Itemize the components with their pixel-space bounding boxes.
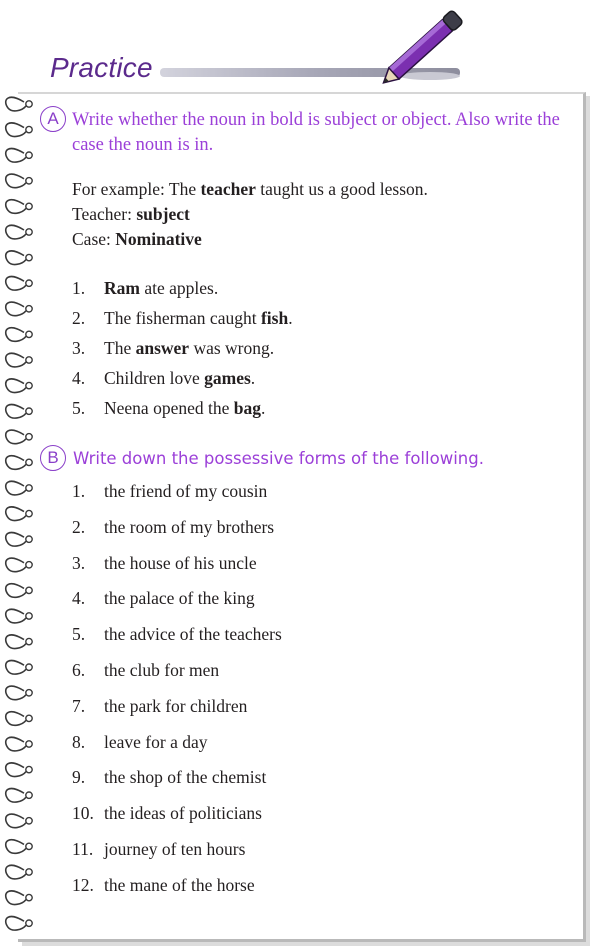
binding-ring bbox=[6, 507, 32, 521]
section-a-label: A bbox=[40, 106, 66, 132]
binding-ring bbox=[6, 149, 32, 163]
binding-ring bbox=[6, 891, 32, 905]
list-item: 1. Ram ate apples. bbox=[72, 278, 219, 298]
binding-ring bbox=[6, 661, 32, 675]
section-b-label: B bbox=[40, 445, 66, 471]
example-block bbox=[72, 177, 428, 252]
binding-ring bbox=[6, 686, 32, 700]
list-item: 11. journey of ten hours bbox=[72, 838, 246, 859]
binding-ring bbox=[6, 840, 32, 854]
binding-ring bbox=[6, 558, 32, 572]
binding-ring bbox=[6, 456, 32, 470]
binding-ring bbox=[6, 789, 32, 803]
binding-ring bbox=[6, 917, 32, 931]
binding-ring bbox=[6, 225, 32, 239]
list-item: 4. Children love games. bbox=[72, 368, 256, 388]
list-item: 9. the shop of the chemist bbox=[72, 767, 267, 788]
example-line-3: Case: Nominative bbox=[72, 229, 202, 249]
binding-ring bbox=[6, 251, 32, 265]
page-title: Practice bbox=[50, 52, 153, 83]
list-item: 1. the friend of my cousin bbox=[72, 481, 268, 501]
binding-ring bbox=[6, 814, 32, 828]
binding-ring bbox=[6, 481, 32, 495]
binding-ring bbox=[6, 763, 32, 777]
binding-ring bbox=[6, 302, 32, 316]
example-line-2: Teacher: subject bbox=[72, 204, 190, 224]
binding-ring bbox=[6, 353, 32, 367]
list-item: 12. the mane of the horse bbox=[72, 874, 255, 895]
binding-ring bbox=[6, 430, 32, 444]
binding-ring bbox=[6, 533, 32, 547]
list-item: 7. the park for children bbox=[72, 695, 248, 716]
binding-ring bbox=[6, 379, 32, 393]
section-b-list bbox=[72, 476, 282, 906]
binding-ring bbox=[6, 865, 32, 879]
section-a-instruction: Write whether the noun in bold is subject or object. Also write the case the noun is in. bbox=[72, 110, 560, 155]
binding-ring bbox=[6, 97, 32, 111]
binding-ring bbox=[6, 405, 32, 419]
list-item: 3. The answer was wrong. bbox=[72, 338, 275, 358]
list-item: 4. the palace of the king bbox=[72, 588, 255, 609]
list-item: 6. the club for men bbox=[72, 659, 220, 680]
list-item: 10. the ideas of politicians bbox=[72, 803, 262, 824]
list-item: 2. the room of my brothers bbox=[72, 516, 275, 537]
pencil-icon bbox=[382, 0, 472, 86]
binding-ring bbox=[6, 200, 32, 214]
spiral-binding bbox=[0, 90, 40, 940]
example-line-1: For example: The teacher taught us a good lesson. bbox=[72, 179, 428, 199]
binding-ring bbox=[6, 277, 32, 291]
binding-ring bbox=[6, 635, 32, 649]
binding-ring bbox=[6, 737, 32, 751]
list-item: 3. the house of his uncle bbox=[72, 552, 257, 573]
section-b-instruction: Write down the possessive forms of the following. bbox=[73, 449, 484, 468]
list-item: 2. The fisherman caught fish. bbox=[72, 308, 293, 328]
page-header bbox=[0, 0, 590, 92]
list-item: 5. the advice of the teachers bbox=[72, 624, 282, 645]
binding-ring bbox=[6, 609, 32, 623]
binding-ring bbox=[6, 123, 32, 137]
list-item: 8. leave for a day bbox=[72, 731, 208, 752]
binding-ring bbox=[6, 712, 32, 726]
binding-ring bbox=[6, 328, 32, 342]
list-item: 5. Neena opened the bag. bbox=[72, 398, 266, 418]
section-a-list bbox=[72, 273, 293, 423]
binding-ring bbox=[6, 174, 32, 188]
binding-ring bbox=[6, 584, 32, 598]
